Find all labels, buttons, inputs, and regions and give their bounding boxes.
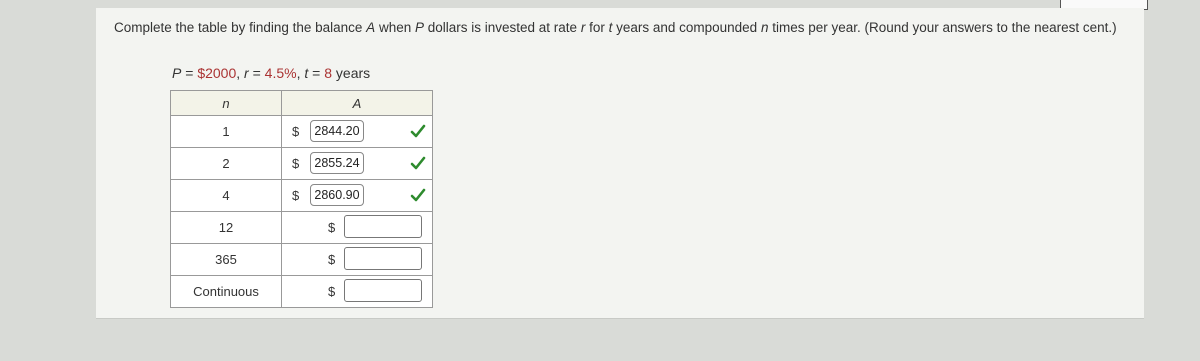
given-parameters: P = $2000, r = 4.5%, t = 8 years	[172, 65, 371, 81]
a-cell	[282, 116, 433, 148]
a-cell	[282, 276, 433, 308]
question-part: when	[375, 20, 415, 35]
table-row	[171, 212, 433, 244]
equals-sign: =	[248, 65, 265, 81]
var-r: r	[580, 20, 586, 35]
dollar-sign: $	[292, 156, 300, 171]
header-n: n	[171, 91, 282, 116]
p-value: $2000	[197, 65, 237, 81]
p-label: P	[172, 65, 182, 81]
question-part: years and compounded	[612, 20, 761, 35]
header-a: A	[282, 91, 433, 116]
a-cell	[282, 148, 433, 180]
checkmark-icon	[410, 155, 426, 171]
dollar-sign: $	[328, 252, 336, 267]
table-row	[171, 116, 433, 148]
var-a: A	[366, 20, 376, 35]
dollar-sign: $	[328, 284, 336, 299]
checkmark-icon	[410, 187, 426, 203]
question-part: for	[585, 20, 609, 35]
t-value: 8	[324, 65, 333, 81]
table-row	[171, 276, 433, 308]
dollar-sign: $	[328, 220, 336, 235]
t-label: t	[304, 65, 309, 81]
answer-value: 2844.20	[310, 120, 364, 142]
r-label: r	[244, 65, 249, 81]
a-cell	[282, 244, 433, 276]
answer-input[interactable]	[344, 279, 422, 302]
equals-sign: =	[308, 65, 325, 81]
a-cell	[282, 212, 433, 244]
checkmark-icon	[410, 123, 426, 139]
var-n: n	[760, 20, 769, 35]
n-cell: Continuous	[171, 276, 282, 308]
answer-input[interactable]	[344, 215, 422, 238]
answer-value: 2860.90	[310, 184, 364, 206]
table-row	[171, 244, 433, 276]
n-cell: 4	[171, 180, 282, 212]
equals-sign: =	[181, 65, 198, 81]
var-p: P	[414, 20, 424, 35]
r-value: 4.5%	[264, 65, 297, 81]
n-cell: 1	[171, 116, 282, 148]
table-row	[171, 180, 433, 212]
n-cell: 12	[171, 212, 282, 244]
question-part: Complete the table by finding the balance	[114, 20, 367, 35]
n-cell: 2	[171, 148, 282, 180]
question-part: times per year. (Round your answers to the nearest cent.)	[768, 20, 1117, 35]
answer-input[interactable]	[344, 247, 422, 270]
n-cell: 365	[171, 244, 282, 276]
question-part: dollars is invested at rate	[423, 20, 581, 35]
dollar-sign: $	[292, 188, 300, 203]
dollar-sign: $	[292, 124, 300, 139]
answer-value: 2855.24	[310, 152, 364, 174]
a-cell	[282, 180, 433, 212]
t-unit: years	[332, 65, 371, 81]
table-row	[171, 148, 433, 180]
question-text	[114, 19, 1124, 37]
var-t: t	[608, 20, 613, 35]
balance-table	[170, 90, 433, 308]
table-header-row	[171, 91, 433, 116]
